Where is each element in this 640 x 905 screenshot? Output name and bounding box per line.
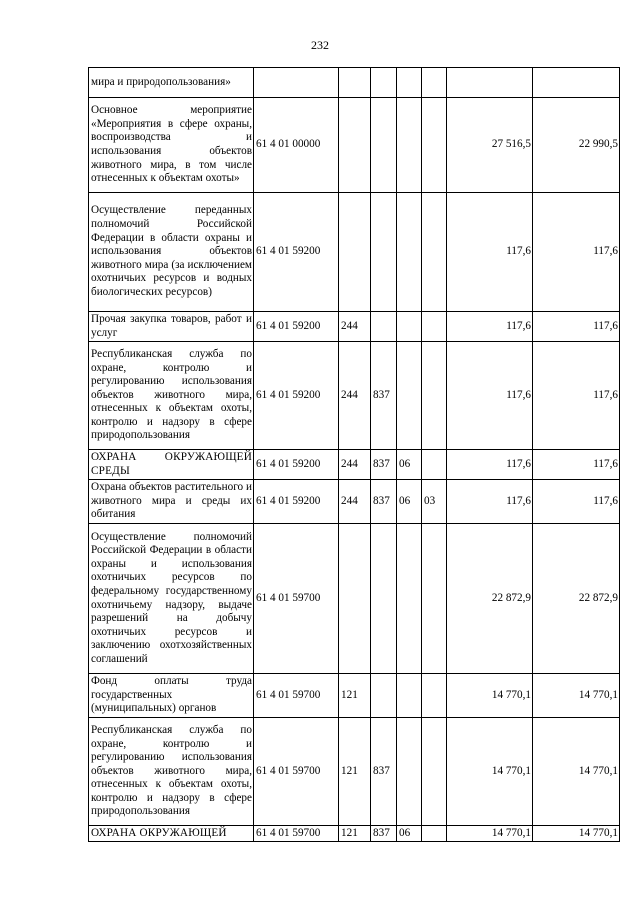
amount-second-year: 117,6 bbox=[533, 193, 620, 312]
amount-second-year: 117,6 bbox=[533, 342, 620, 450]
section-code bbox=[397, 342, 422, 450]
target-article-code: 61 4 01 59200 bbox=[254, 480, 339, 524]
ministry-code bbox=[371, 98, 397, 193]
target-article-code: 61 4 01 59700 bbox=[254, 524, 339, 674]
subsection-code bbox=[422, 674, 447, 718]
amount-second-year: 14 770,1 bbox=[533, 674, 620, 718]
ministry-code bbox=[371, 524, 397, 674]
row-name: ОХРАНА ОКРУЖАЮЩЕЙ СРЕДЫ bbox=[89, 450, 254, 480]
ministry-code: 837 bbox=[371, 480, 397, 524]
row-name: Фонд оплаты труда государственных (муниципальных) органов bbox=[89, 674, 254, 718]
row-name: мира и природопользования» bbox=[89, 68, 254, 98]
amount-first-year: 117,6 bbox=[447, 480, 533, 524]
target-article-code: 61 4 01 59700 bbox=[254, 718, 339, 826]
expense-type-code: 244 bbox=[339, 450, 371, 480]
expense-type-code bbox=[339, 98, 371, 193]
amount-second-year: 117,6 bbox=[533, 312, 620, 342]
row-name: Охрана объектов растительного и животного мира и среды их обитания bbox=[89, 480, 254, 524]
section-code bbox=[397, 193, 422, 312]
target-article-code: 61 4 01 59200 bbox=[254, 312, 339, 342]
expense-type-code bbox=[339, 68, 371, 98]
section-code: 06 bbox=[397, 450, 422, 480]
section-code bbox=[397, 68, 422, 98]
amount-first-year: 22 872,9 bbox=[447, 524, 533, 674]
table-row bbox=[89, 826, 620, 842]
table-row bbox=[89, 98, 620, 193]
table-row bbox=[89, 342, 620, 450]
target-article-code: 61 4 01 59200 bbox=[254, 450, 339, 480]
amount-first-year: 117,6 bbox=[447, 193, 533, 312]
expense-type-code: 244 bbox=[339, 312, 371, 342]
amount-second-year: 14 770,1 bbox=[533, 718, 620, 826]
amount-first-year: 14 770,1 bbox=[447, 674, 533, 718]
subsection-code bbox=[422, 450, 447, 480]
amount-first-year: 14 770,1 bbox=[447, 826, 533, 842]
table-row bbox=[89, 68, 620, 98]
amount-second-year: 22 872,9 bbox=[533, 524, 620, 674]
page-number: 232 bbox=[311, 38, 329, 52]
expense-type-code: 244 bbox=[339, 480, 371, 524]
amount-first-year: 117,6 bbox=[447, 450, 533, 480]
table-row bbox=[89, 450, 620, 480]
expense-type-code bbox=[339, 193, 371, 312]
target-article-code bbox=[254, 68, 339, 98]
table-row bbox=[89, 312, 620, 342]
target-article-code: 61 4 01 59700 bbox=[254, 674, 339, 718]
section-code bbox=[397, 524, 422, 674]
row-name: Осуществление полномочий Российской Федерации в области охраны и использования охотничьих ресурсов по федеральному государственному охотничьему надзору, выдаче разрешений на добычу охотничьих ресурсов и заключению охотхозяйственных соглашений bbox=[89, 524, 254, 674]
amount-first-year: 27 516,5 bbox=[447, 98, 533, 193]
target-article-code: 61 4 01 59200 bbox=[254, 342, 339, 450]
section-code bbox=[397, 674, 422, 718]
subsection-code bbox=[422, 718, 447, 826]
row-name: Республиканская служба по охране, контролю и регулированию использования объектов животного мира, отнесенных к объектам охоты, контролю и надзору в сфере природопользования bbox=[89, 718, 254, 826]
ministry-code: 837 bbox=[371, 826, 397, 842]
row-name: ОХРАНА ОКРУЖАЮЩЕЙ bbox=[89, 826, 254, 842]
subsection-code bbox=[422, 826, 447, 842]
table-row bbox=[89, 524, 620, 674]
amount-first-year: 14 770,1 bbox=[447, 718, 533, 826]
subsection-code bbox=[422, 342, 447, 450]
target-article-code: 61 4 01 59200 bbox=[254, 193, 339, 312]
expense-type-code: 244 bbox=[339, 342, 371, 450]
table-row bbox=[89, 674, 620, 718]
ministry-code: 837 bbox=[371, 718, 397, 826]
amount-second-year bbox=[533, 68, 620, 98]
amount-second-year: 117,6 bbox=[533, 450, 620, 480]
amount-first-year: 117,6 bbox=[447, 312, 533, 342]
subsection-code: 03 bbox=[422, 480, 447, 524]
amount-second-year: 117,6 bbox=[533, 480, 620, 524]
expense-type-code bbox=[339, 524, 371, 674]
subsection-code bbox=[422, 98, 447, 193]
ministry-code bbox=[371, 674, 397, 718]
ministry-code bbox=[371, 312, 397, 342]
ministry-code: 837 bbox=[371, 450, 397, 480]
row-name: Основное мероприятие «Мероприятия в сфере охраны, воспроизводства и использования объектов животного мира, в том числе отнесенных к объектам охоты» bbox=[89, 98, 254, 193]
table-row bbox=[89, 480, 620, 524]
expense-type-code: 121 bbox=[339, 674, 371, 718]
table-row bbox=[89, 193, 620, 312]
target-article-code: 61 4 01 59700 bbox=[254, 826, 339, 842]
table-row bbox=[89, 718, 620, 826]
row-name: Прочая закупка товаров, работ и услуг bbox=[89, 312, 254, 342]
subsection-code bbox=[422, 524, 447, 674]
ministry-code: 837 bbox=[371, 342, 397, 450]
subsection-code bbox=[422, 312, 447, 342]
target-article-code: 61 4 01 00000 bbox=[254, 98, 339, 193]
amount-second-year: 22 990,5 bbox=[533, 98, 620, 193]
section-code bbox=[397, 718, 422, 826]
budget-table bbox=[88, 67, 620, 842]
expense-type-code: 121 bbox=[339, 718, 371, 826]
expense-type-code: 121 bbox=[339, 826, 371, 842]
row-name: Республиканская служба по охране, контролю и регулированию использования объектов животного мира, отнесенных к объектам охоты, контролю и надзору в сфере природопользования bbox=[89, 342, 254, 450]
amount-first-year: 117,6 bbox=[447, 342, 533, 450]
subsection-code bbox=[422, 68, 447, 98]
section-code bbox=[397, 312, 422, 342]
section-code bbox=[397, 98, 422, 193]
amount-first-year bbox=[447, 68, 533, 98]
amount-second-year: 14 770,1 bbox=[533, 826, 620, 842]
ministry-code bbox=[371, 193, 397, 312]
section-code: 06 bbox=[397, 480, 422, 524]
row-name: Осуществление переданных полномочий Российской Федерации в области охраны и использования объектов животного мира (за исключением охотничьих ресурсов и водных биологических ресурсов) bbox=[89, 193, 254, 312]
ministry-code bbox=[371, 68, 397, 98]
subsection-code bbox=[422, 193, 447, 312]
section-code: 06 bbox=[397, 826, 422, 842]
